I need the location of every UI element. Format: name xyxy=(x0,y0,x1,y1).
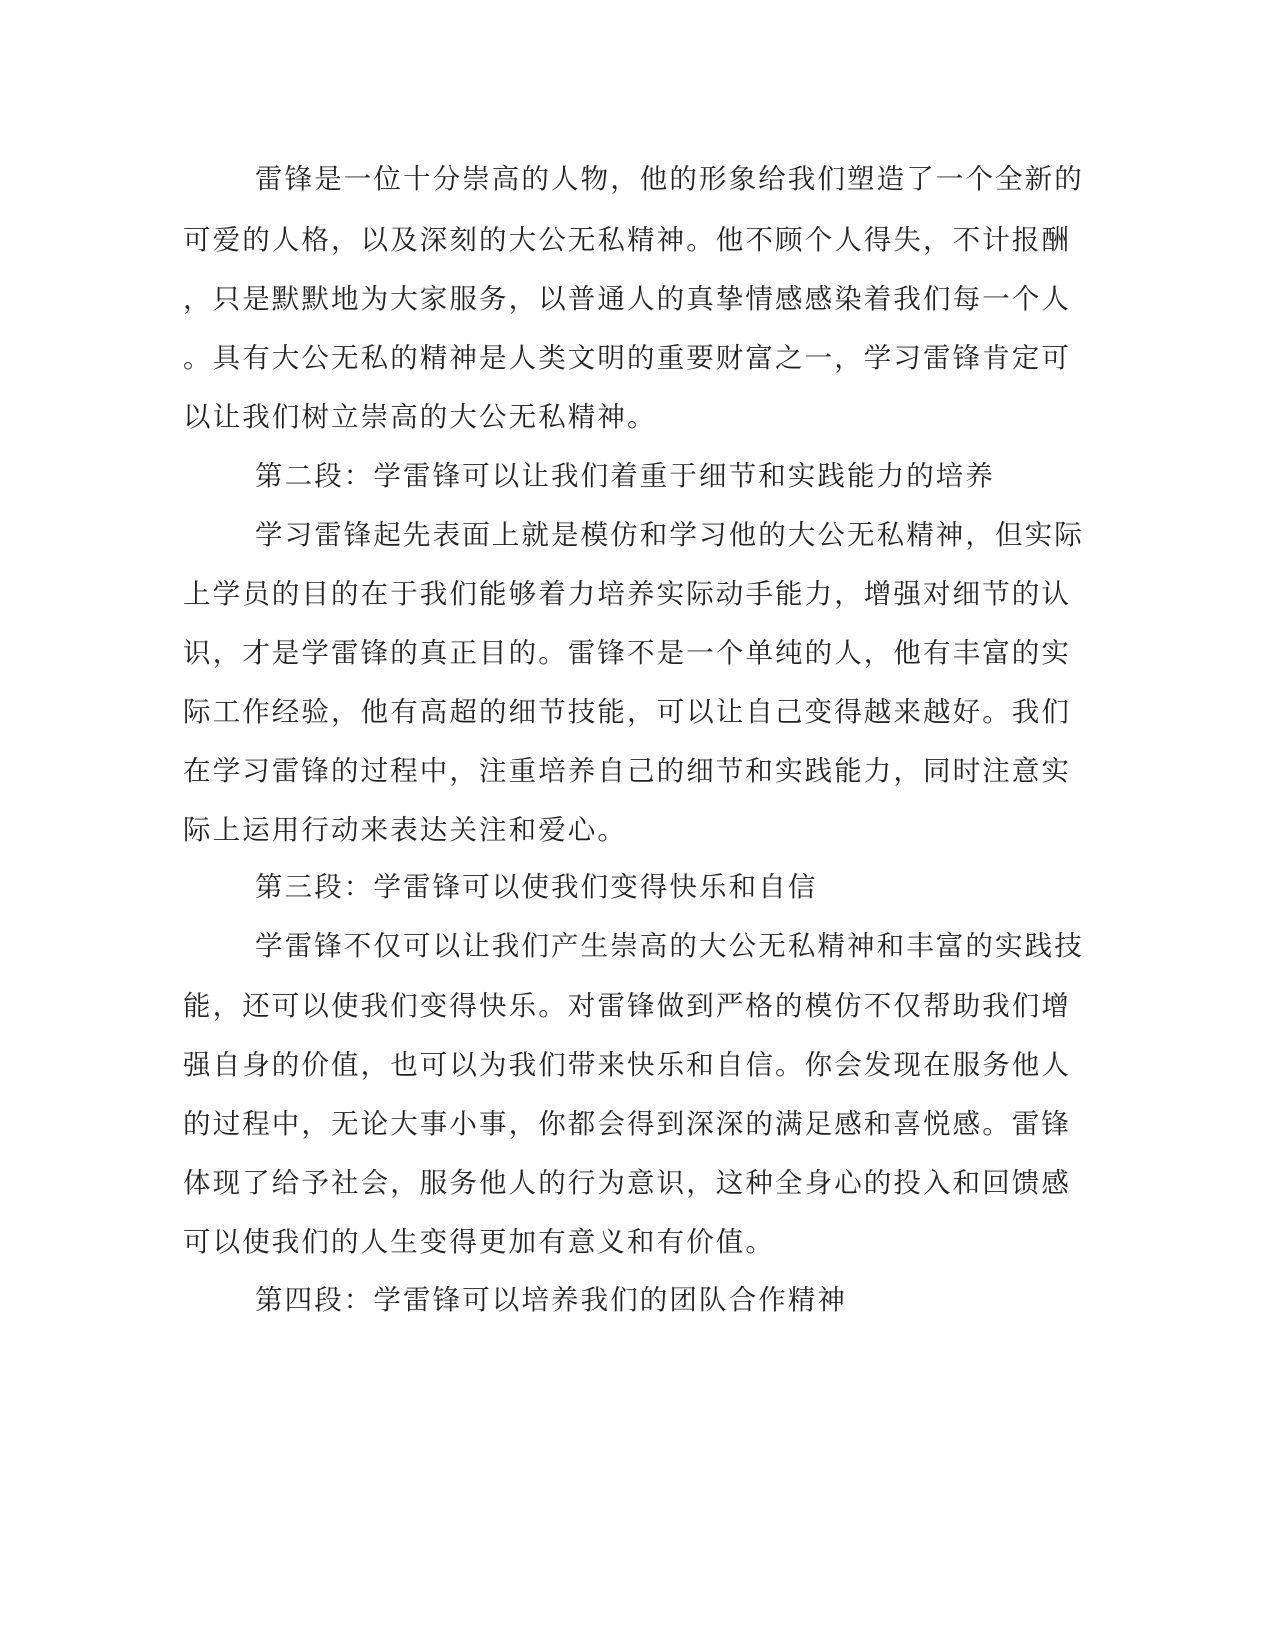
paragraph-3-line-2: 能，还可以使我们变得快乐。对雷锋做到严格的模仿不仅帮助我们增 xyxy=(183,990,1071,1022)
paragraph-1-line-5: 以让我们树立崇高的大公无私精神。 xyxy=(183,401,657,433)
paragraph-3-line-3: 强自身的价值，也可以为我们带来快乐和自信。你会发现在服务他人 xyxy=(183,1049,1071,1081)
paragraph-1-line-4: 。具有大公无私的精神是人类文明的重要财富之一，学习雷锋肯定可 xyxy=(183,342,1071,374)
paragraph-2-line-1: 学习雷锋起先表面上就是模仿和学习他的大公无私精神，但实际 xyxy=(255,519,1084,551)
paragraph-3-line-1: 学雷锋不仅可以让我们产生崇高的大公无私精神和丰富的实践技 xyxy=(255,930,1084,962)
paragraph-2-line-2: 上学员的目的在于我们能够着力培养实际动手能力，增强对细节的认 xyxy=(183,578,1071,610)
paragraph-2-line-3: 识，才是学雷锋的真正目的。雷锋不是一个单纯的人，他有丰富的实 xyxy=(183,637,1071,669)
paragraph-2-line-6: 际上运用行动来表达关注和爱心。 xyxy=(183,814,627,846)
paragraph-1-line-3: ，只是默默地为大家服务，以普通人的真挚情感感染着我们每一个人 xyxy=(183,283,1071,315)
paragraph-1-line-2: 可爱的人格，以及深刻的大公无私精神。他不顾个人得失，不计报酬 xyxy=(183,224,1071,256)
paragraph-2-line-5: 在学习雷锋的过程中，注重培养自己的细节和实践能力，同时注意实 xyxy=(183,755,1071,787)
paragraph-1-line-1: 雷锋是一位十分崇高的人物，他的形象给我们塑造了一个全新的 xyxy=(255,163,1084,195)
paragraph-3-line-6: 可以使我们的人生变得更加有意义和有价值。 xyxy=(183,1226,775,1258)
section-heading-4: 第四段：学雷锋可以培养我们的团队合作精神 xyxy=(255,1284,847,1316)
section-heading-2: 第二段：学雷锋可以让我们着重于细节和实践能力的培养 xyxy=(255,460,995,492)
paragraph-2-line-4: 际工作经验，他有高超的细节技能，可以让自己变得越来越好。我们 xyxy=(183,696,1071,728)
paragraph-3-line-5: 体现了给予社会，服务他人的行为意识，这种全身心的投入和回馈感 xyxy=(183,1167,1071,1199)
paragraph-3-line-4: 的过程中，无论大事小事，你都会得到深深的满足感和喜悦感。雷锋 xyxy=(183,1108,1071,1140)
section-heading-3: 第三段：学雷锋可以使我们变得快乐和自信 xyxy=(255,871,818,903)
